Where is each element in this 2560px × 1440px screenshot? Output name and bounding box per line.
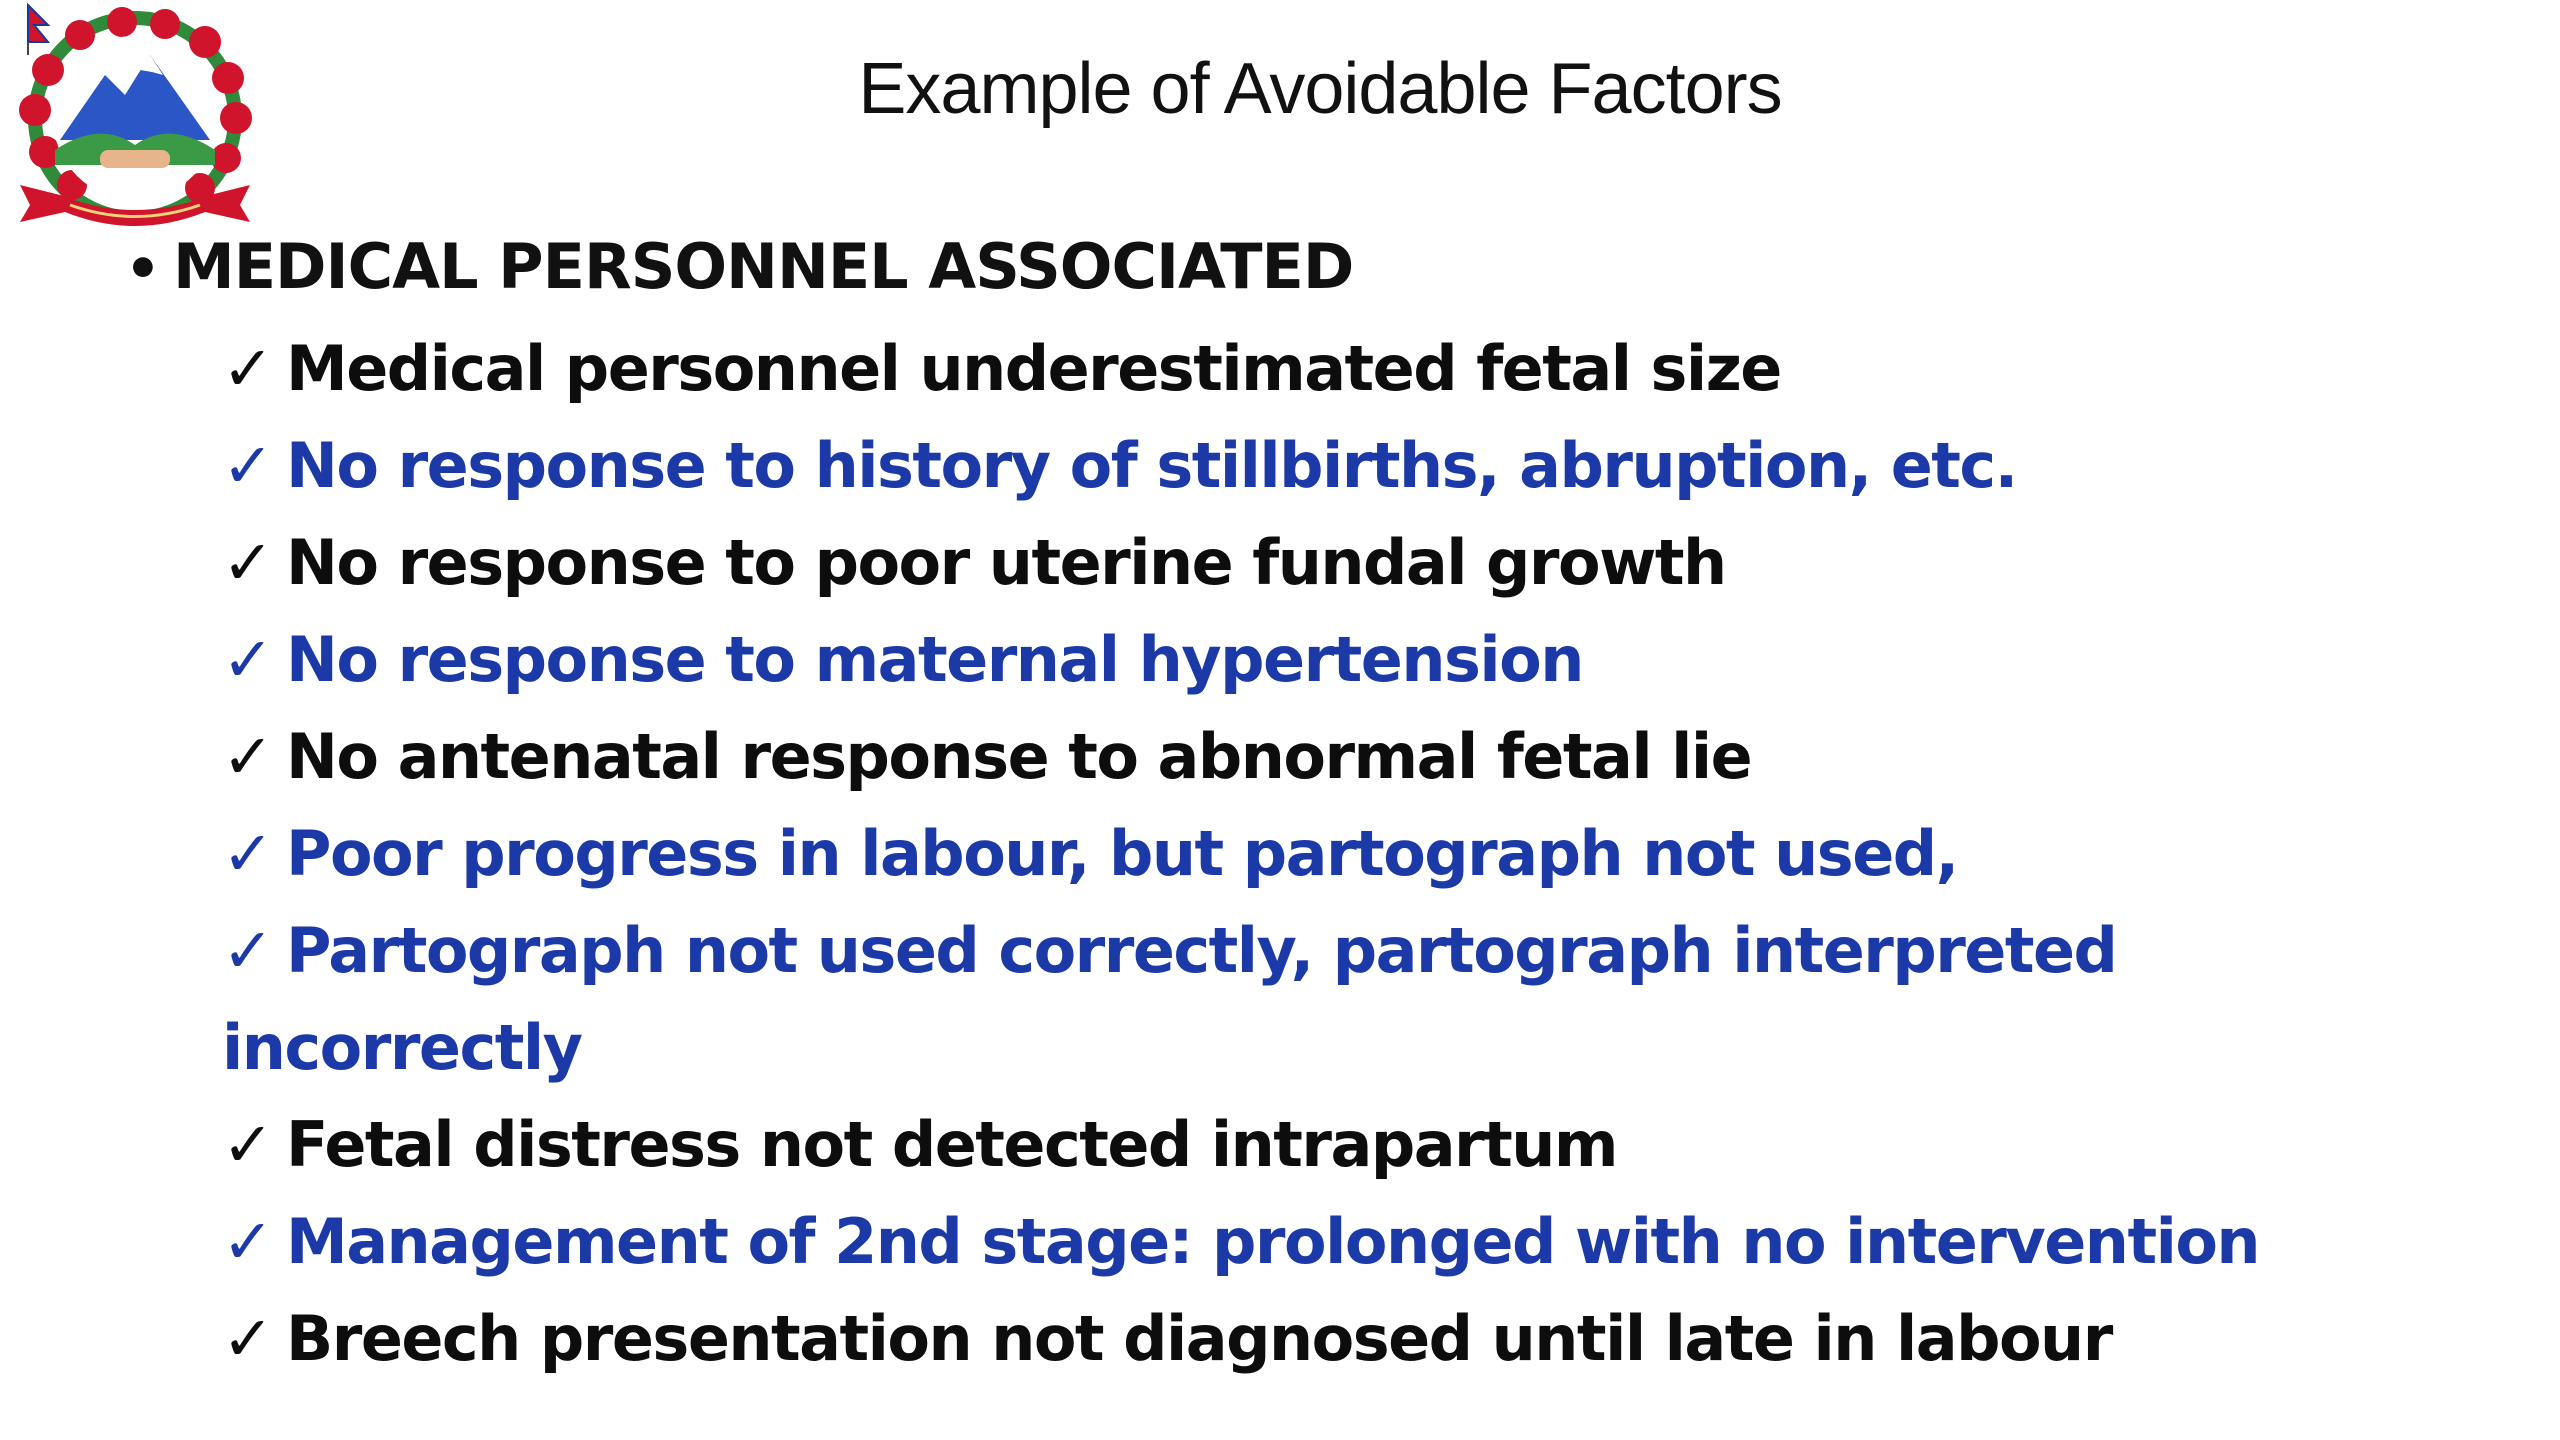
- checkmark-icon: ✓: [222, 1205, 273, 1278]
- list-item: [222, 1290, 2422, 1387]
- checkmark-icon: ✓: [222, 1108, 273, 1181]
- list-item-text: Partograph not used correctly, partograph interpreted incorrectly: [222, 914, 2117, 1084]
- list-item: [222, 514, 2422, 611]
- list-item: [222, 1096, 2422, 1193]
- list-item: [222, 902, 2122, 1096]
- list-item-text: Management of 2nd stage: prolonged with no intervention: [286, 1205, 2260, 1278]
- slide-title: Example of Avoidable Factors: [858, 49, 1782, 129]
- list-item: [222, 1193, 2422, 1290]
- checkmark-icon: ✓: [222, 332, 273, 405]
- list-item-text: Medical personnel underestimated fetal size: [286, 332, 1781, 405]
- list-item-text: No response to poor uterine fundal growth: [286, 526, 1726, 599]
- checkmark-icon: ✓: [222, 720, 273, 793]
- list-item-text: No response to maternal hypertension: [286, 623, 1583, 696]
- list-item-text: No response to history of stillbirths, abruption, etc.: [286, 429, 2017, 502]
- list-item: [222, 417, 2422, 514]
- list-item: [222, 320, 2422, 417]
- list-item-text: No antenatal response to abnormal fetal lie: [286, 720, 1752, 793]
- checkmark-icon: ✓: [222, 623, 273, 696]
- checkmark-icon: ✓: [222, 526, 273, 599]
- list-item-text: Breech presentation not diagnosed until late in labour: [286, 1302, 2112, 1375]
- list-item-text: Poor progress in labour, but partograph not used,: [286, 817, 1958, 890]
- list-item: [222, 805, 2422, 902]
- checkmark-icon: ✓: [222, 1302, 273, 1375]
- avoidable-factors-list: [222, 320, 2422, 1387]
- section-heading-text: MEDICAL PERSONNEL ASSOCIATED: [173, 230, 1354, 303]
- checkmark-icon: ✓: [222, 914, 273, 987]
- list-item: [222, 611, 2422, 708]
- bullet-icon: •: [125, 237, 160, 302]
- checkmark-icon: ✓: [222, 429, 273, 502]
- section-heading: [125, 230, 1353, 303]
- list-item: [222, 708, 2422, 805]
- list-item-text: Fetal distress not detected intrapartum: [286, 1108, 1617, 1181]
- checkmark-icon: ✓: [222, 817, 273, 890]
